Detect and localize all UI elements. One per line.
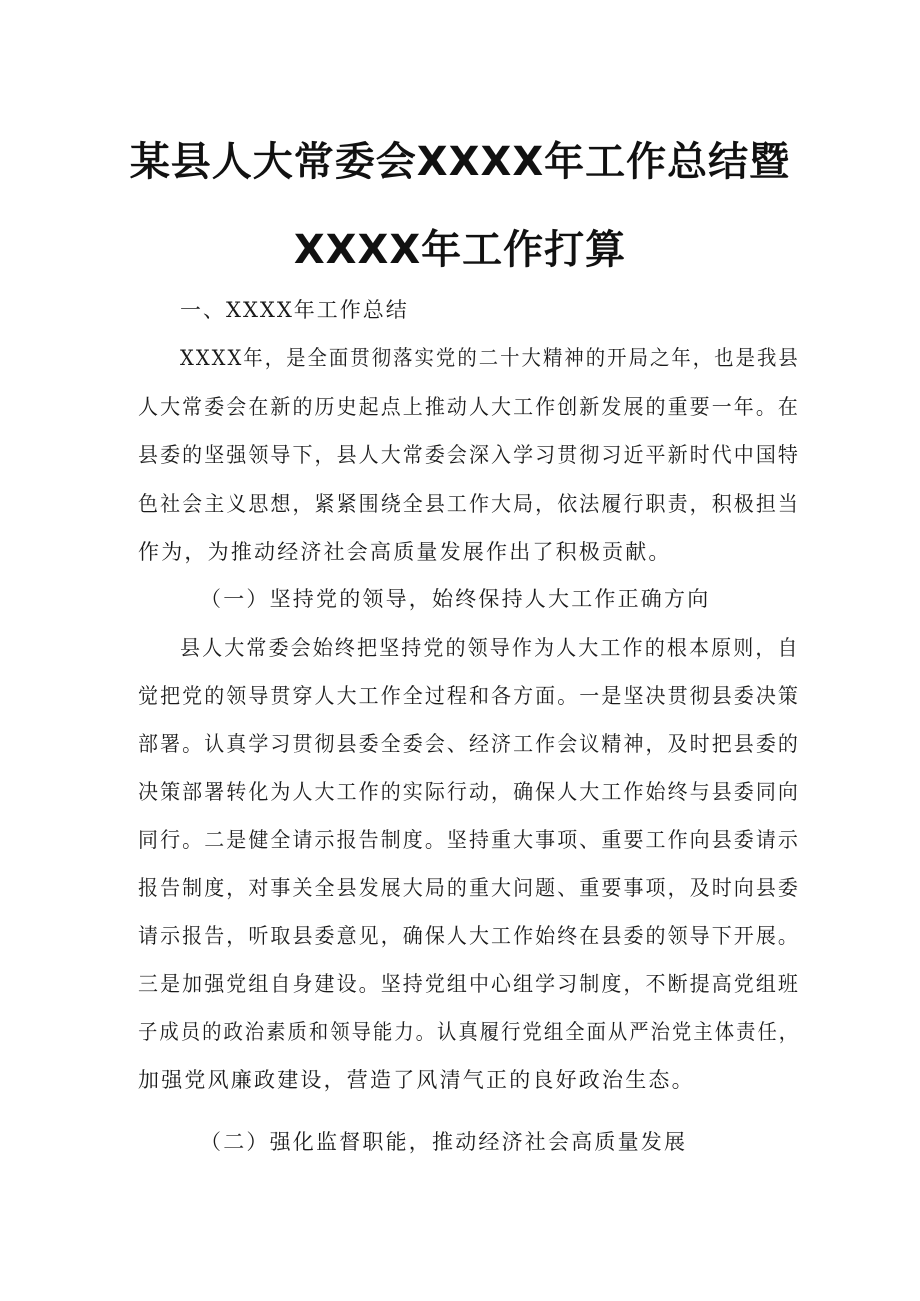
subsection-heading-1: （一）坚持党的领导，始终保持人大工作正确方向: [200, 587, 711, 611]
section-heading-1: 一、XXXX年工作总结: [180, 298, 409, 322]
paragraph-line: 子成员的政治素质和领导能力。认真履行党组全面从严治党主体责任，: [138, 1020, 801, 1044]
paragraph-line: 作为，为推动经济社会高质量发展作出了积极贡献。: [138, 540, 672, 564]
paragraph-line: 县人大常委会始终把坚持党的领导作为人大工作的根本原则，自: [180, 636, 800, 660]
paragraph-line: 三是加强党组自身建设。坚持党组中心组学习制度，不断提高党组班: [138, 972, 800, 996]
paragraph-line: 人大常委会在新的历史起点上推动人大工作创新发展的重要一年。在: [138, 395, 800, 419]
subsection-heading-2: （二）强化监督职能，推动经济社会高质量发展: [200, 1130, 688, 1154]
paragraph-line: 县委的坚强领导下，县人大常委会深入学习贯彻习近平新时代中国特: [138, 443, 800, 467]
paragraph-line: 部署。认真学习贯彻县委全委会、经济工作会议精神，及时把县委的: [138, 732, 800, 756]
paragraph-line: XXXX年，是全面贯彻落实党的二十大精神的开局之年，也是我县: [180, 346, 800, 370]
document-title-line-2: XXXX年工作打算: [293, 227, 627, 273]
document-title-line-1: 某县人大常委会XXXX年工作总结暨: [129, 139, 791, 185]
paragraph-line: 请示报告，听取县委意见，确保人大工作始终在县委的领导下开展。: [138, 924, 800, 948]
paragraph-line: 觉把党的领导贯穿人大工作全过程和各方面。一是坚决贯彻县委决策: [138, 684, 800, 708]
paragraph-line: 报告制度，对事关全县发展大局的重大问题、重要事项，及时向县委: [138, 876, 800, 900]
paragraph-line: 加强党风廉政建设，营造了风清气正的良好政治生态。: [138, 1068, 695, 1092]
paragraph-line: 同行。二是健全请示报告制度。坚持重大事项、重要工作向县委请示: [138, 828, 800, 852]
paragraph-line: 决策部署转化为人大工作的实际行动，确保人大工作始终与县委同向: [138, 780, 800, 804]
paragraph-line: 色社会主义思想，紧紧围绕全县工作大局，依法履行职责，积极担当: [138, 492, 800, 516]
